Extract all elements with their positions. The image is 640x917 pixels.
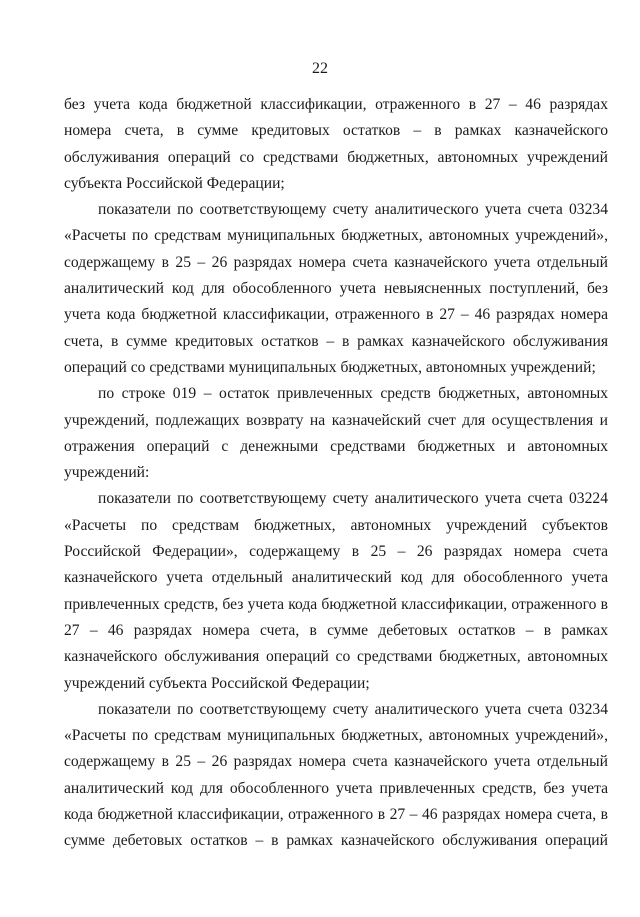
paragraph-2: показатели по соответствующему счету аналитического учета счета 03234 «Расчеты по средствам муниципальных бюджетных, автономных учреждений», содержащему в 25 – 26 разрядах номера счета казначейского учета отдельный аналитический код для обособленного учета невыясненных поступлений, без учета кода бюджетной классификации, отраженного в 27 – 46 разрядах номера счета, в сумме кредитовых остатков – в рамках казначейского обслуживания операций со средствами муниципальных бюджетных, автономных учреждений; <box>64 201 608 376</box>
document-body <box>64 92 608 855</box>
paragraph-5: показатели по соответствующему счету аналитического учета счета 03234 «Расчеты по средствам муниципальных бюджетных, автономных учреждений», содержащему в 25 – 26 разрядах номера счета казначейского учета отдельный аналитический код для обособленного учета привлеченных средств, без учета кода бюджетной классификации, отраженного в 27 – 46 разрядах номера счета, в сумме дебетовых остатков – в рамках казначейского обслуживания операций <box>64 700 608 850</box>
page-number: 22 <box>312 60 328 77</box>
paragraph-1: без учета кода бюджетной классификации, отраженного в 27 – 46 разрядах номера счета, в сумме кредитовых остатков – в рамках казначейского обслуживания операций со средствами бюджетных, автономных учреждений субъекта Российской Федерации; <box>64 96 608 192</box>
paragraph-3: по строке 019 – остаток привлеченных средств бюджетных, автономных учреждений, подлежащих возврату на казначейский счет для осуществления и отражения операций с денежными средствами бюджетных и автономных учреждений: <box>64 385 608 482</box>
paragraph-4: показатели по соответствующему счету аналитического учета счета 03224 «Расчеты по средствам бюджетных, автономных учреждений субъектов Российской Федерации», содержащему в 25 – 26 разрядах номера счета казначейского учета отдельный аналитический код для обособленного учета привлеченных средств, без учета кода бюджетной классификации, отраженного в 27 – 46 разрядах номера счета, в сумме дебетовых остатков – в рамках казначейского обслуживания операций со средствами бюджетных, автономных учреждений субъекта Российской Федерации; <box>64 490 608 692</box>
